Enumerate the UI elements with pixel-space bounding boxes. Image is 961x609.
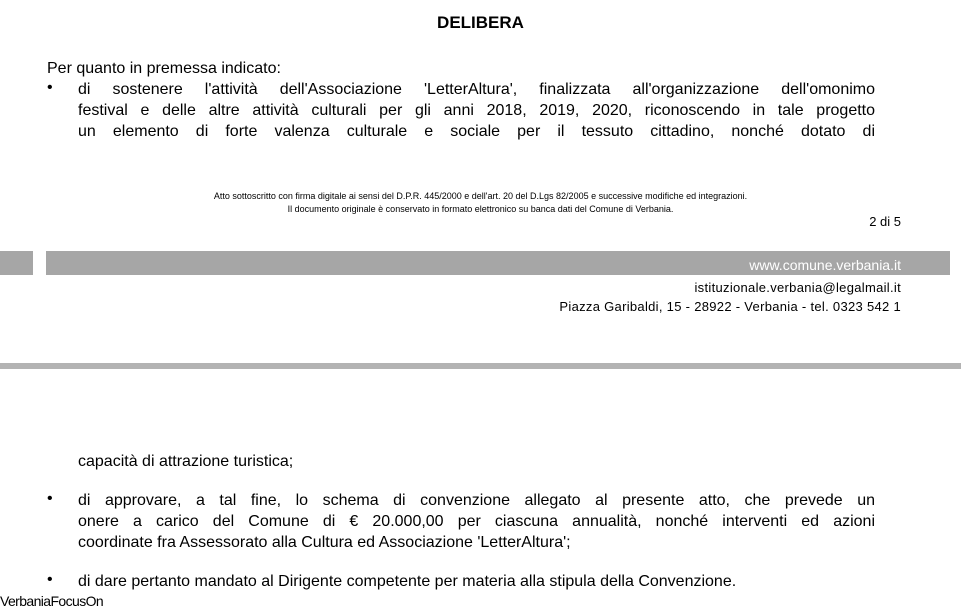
website-link[interactable]: www.comune.verbania.it (749, 257, 901, 273)
intro-text: Per quanto in premessa indicato: (47, 60, 281, 77)
footer-band-left (0, 251, 33, 275)
bullet2-line-1: di approvare, a tal fine, lo schema di convenzione allegato al presente atto, che prevede un (78, 492, 875, 509)
postal-address: Piazza Garibaldi, 15 - 28922 - Verbania - tel. 0323 542 1 (559, 299, 901, 314)
bullet-icon: • (47, 571, 53, 588)
bullet2-line-2: onere a carico del Comune di € 20.000,00 per ciascuna annualità, nonché interventi ed azioni (78, 513, 875, 530)
bullet1-line-3: un elemento di forte valenza culturale e sociale per il tessuto cittadino, nonché dotato di (78, 123, 875, 140)
bullet1-line-2: festival e delle altre attività culturali per gli anni 2018, 2019, 2020, riconoscendo in tale progetto (78, 102, 875, 119)
bullet-icon: • (47, 79, 53, 96)
page-heading: DELIBERA (437, 13, 524, 32)
watermark-text: VerbaniaFocusOn (0, 593, 104, 609)
bullet-icon: • (47, 490, 53, 507)
signature-note-line-2: Il documento originale è conservato in formato elettronico su banca dati del Comune di Verbania. (287, 204, 674, 214)
signature-note-line-1: Atto sottoscritto con firma digitale ai sensi del D.P.R. 445/2000 e dell'art. 20 del D.Lgs 82/2005 e successive modifiche ed integrazioni. (213, 191, 748, 201)
bullet2-line-3: coordinate fra Assessorato alla Cultura ed Associazione 'LetterAltura'; (78, 534, 571, 551)
bullet3-text: di dare pertanto mandato al Dirigente competente per materia alla stipula della Convenzione. (78, 573, 737, 590)
bullet1-line-1: di sostenere l'attività dell'Associazione 'LetterAltura', finalizzata all'organizzazione dell'omonimo (78, 81, 875, 98)
page-separator (0, 363, 961, 369)
page-number: 2 di 5 (869, 214, 901, 229)
email-address[interactable]: istituzionale.verbania@legalmail.it (694, 280, 901, 295)
continuation-text: capacità di attrazione turistica; (78, 453, 294, 470)
